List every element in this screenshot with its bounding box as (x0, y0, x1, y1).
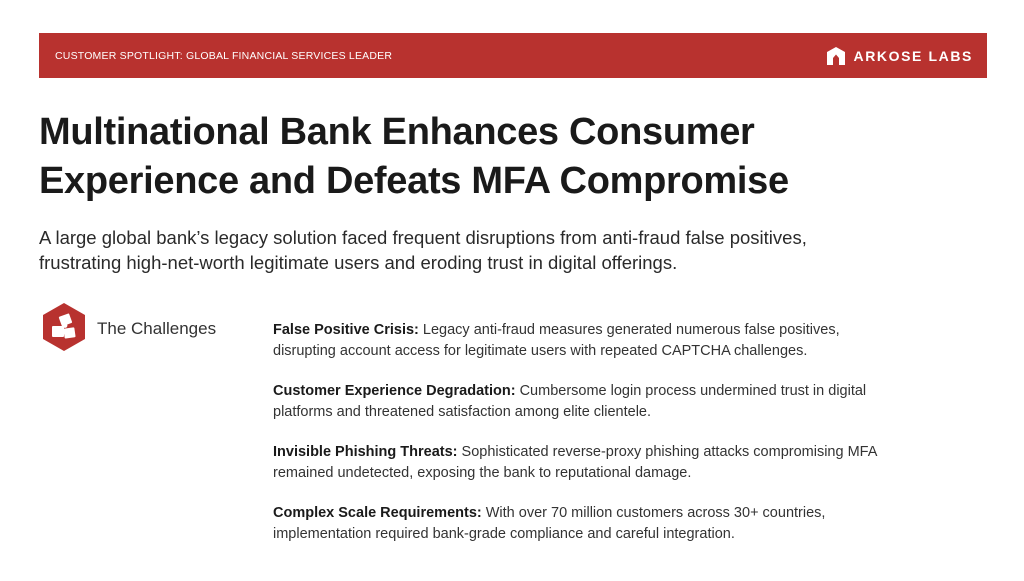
item-text: disrupting account access for legitimate users with repeated CAPTCHA challenges. (273, 343, 808, 359)
arkose-logo-icon (826, 46, 846, 66)
item-title: Complex Scale Requirements: (273, 505, 482, 521)
item-text: Sophisticated reverse-proxy phishing attacks compromising MFA (461, 444, 878, 460)
subtitle-line-1: A large global bank’s legacy solution faced frequent disruptions from anti-fraud false positives, (39, 227, 807, 248)
list-item (273, 442, 993, 484)
spotlight-banner (39, 33, 987, 78)
list-item (273, 503, 993, 545)
item-text: Legacy anti-fraud measures generated numerous false positives, (422, 322, 840, 338)
item-text: With over 70 million customers across 30+ countries, (485, 505, 826, 521)
banner-label: CUSTOMER SPOTLIGHT: GLOBAL FINANCIAL SERVICES LEADER (55, 49, 393, 62)
item-text: remained undetected, exposing the bank to reputational damage. (273, 465, 692, 481)
title-line-1: Multinational Bank Enhances Consumer (39, 111, 755, 153)
item-text: platforms and threatened satisfaction among elite clientele. (273, 404, 652, 420)
section-title: The Challenges (97, 319, 217, 338)
item-title: Invisible Phishing Threats: (273, 444, 458, 460)
item-text: Cumbersome login process undermined trust in digital (519, 383, 867, 399)
item-title: False Positive Crisis: (273, 322, 419, 338)
page-title (39, 108, 979, 206)
subtitle-line-2: frustrating high-net-worth legitimate users and eroding trust in digital offerings. (39, 252, 678, 273)
brand-logo (826, 46, 974, 66)
page-subtitle (39, 225, 979, 275)
challenges-list (273, 320, 993, 564)
item-title: Customer Experience Degradation: (273, 383, 516, 399)
list-item (273, 320, 993, 362)
item-text: implementation required bank-grade compliance and careful integration. (273, 526, 735, 542)
puzzle-hexagon-icon (39, 302, 89, 352)
title-line-2: Experience and Defeats MFA Compromise (39, 160, 789, 202)
brand-name: ARKOSE LABS (853, 47, 973, 64)
list-item (273, 381, 993, 423)
